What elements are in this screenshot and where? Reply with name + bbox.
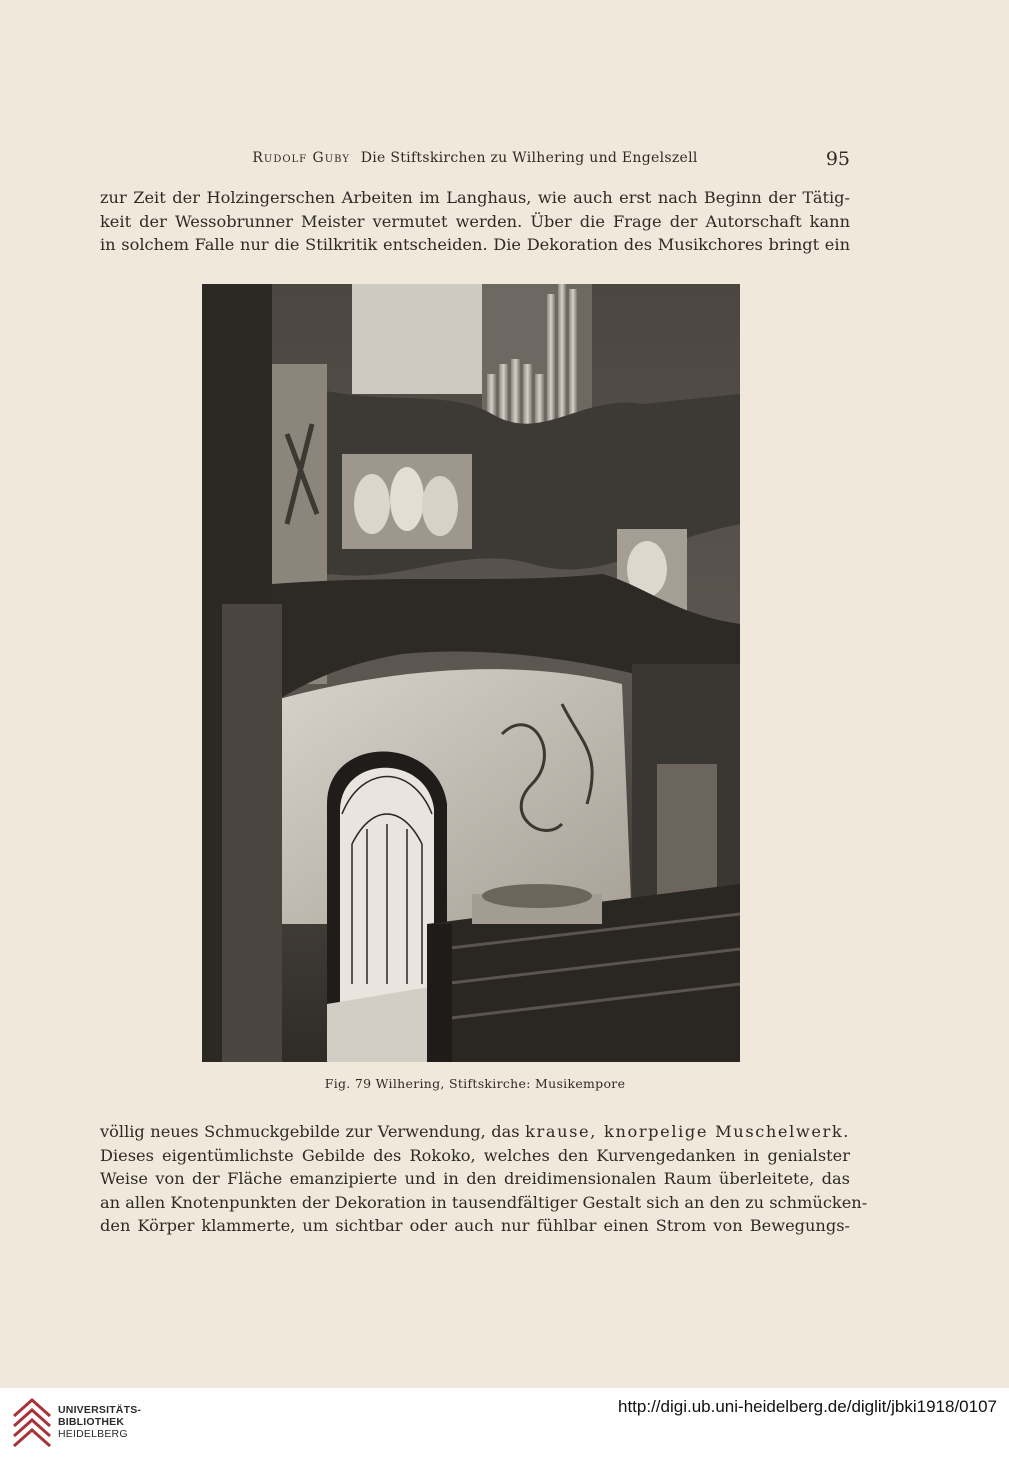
figure-photograph (202, 284, 740, 1062)
paragraph-bottom (100, 1120, 868, 1238)
author-name: Rudolf Guby (252, 150, 350, 166)
source-url-link[interactable]: http://digi.ub.uni-heidelberg.de/diglit/jbki1918/0107 (618, 1397, 997, 1416)
text-line: an allen Knotenpunkten der Dekoration in tausendfältiger Gestalt sich an den zu schmücken- (100, 1192, 868, 1212)
figure-caption: Fig. 79 Wilhering, Stiftskirche: Musikempore (324, 1076, 626, 1091)
text-line: Weise von der Fläche emanzipierte und in den dreidimensionalen Raum überleitete, das (100, 1169, 850, 1189)
institution-line: HEIDELBERG (58, 1428, 128, 1440)
text-line: in solchem Falle nur die Stilkritik entscheiden. Die Dekoration des Musikchores bringt ein (100, 235, 850, 255)
paragraph-top (100, 186, 850, 257)
running-title (100, 150, 850, 166)
text-line: zur Zeit der Holzingerschen Arbeiten im Langhaus, wie auch erst nach Beginn der Tätig- (100, 188, 850, 207)
organ-loft-photo (202, 284, 740, 1062)
text-segment: völlig neues Schmuckgebilde zur Verwendung, das (100, 1122, 520, 1141)
running-head (100, 148, 850, 170)
spaced-emphasis: krause, knorpelige Muschelwerk. (525, 1122, 850, 1141)
institution-line: BIBLIOTHEK (58, 1416, 125, 1428)
library-logo-icon (10, 1396, 54, 1452)
institution-line: UNIVERSITÄTS- (58, 1404, 142, 1416)
text-line (100, 1120, 850, 1144)
text-line: keit der Wessobrunner Meister vermutet werden. Über die Frage der Autorschaft kann (100, 211, 850, 231)
text-line: den Körper klammerte, um sichtbar oder auch nur fühlbar einen Strom von Bewegungs- (100, 1216, 850, 1236)
page-number: 95 (825, 148, 850, 170)
text-line: Dieses eigentümlichste Gebilde des Rokoko, welches den Kurvengedanken in genialster (100, 1145, 850, 1165)
institution-name (58, 1404, 141, 1440)
article-title: Die Stiftskirchen zu Wilhering und Engelszell (360, 150, 698, 166)
